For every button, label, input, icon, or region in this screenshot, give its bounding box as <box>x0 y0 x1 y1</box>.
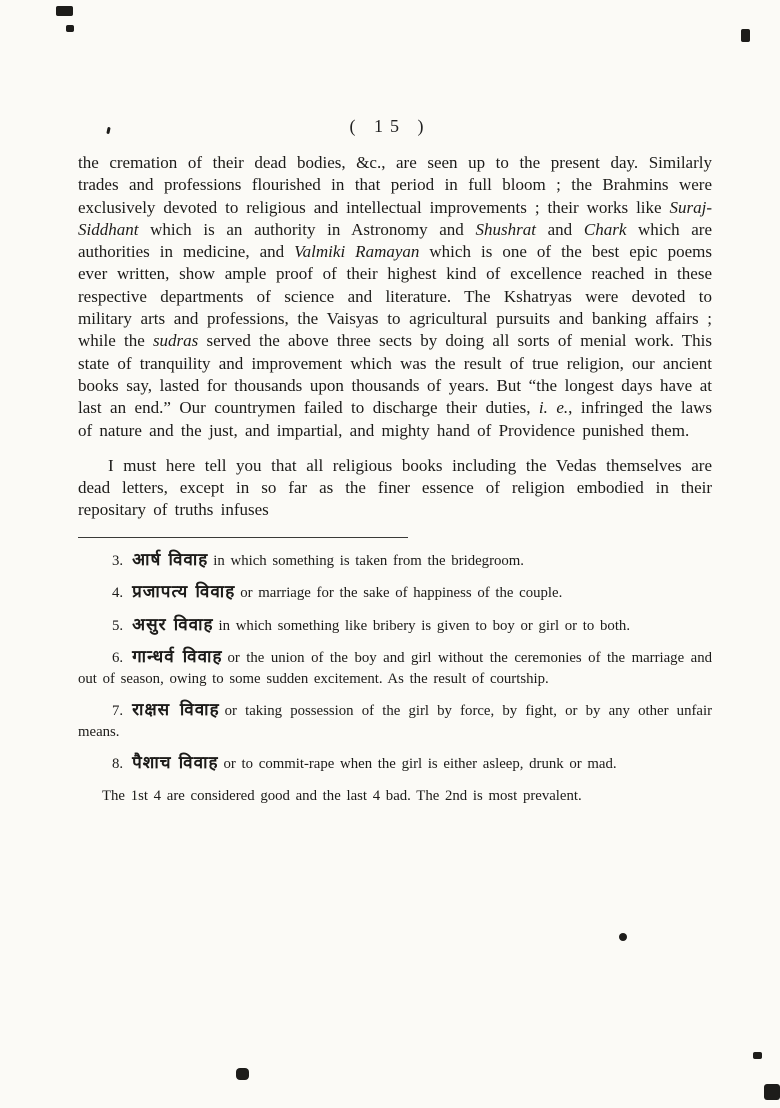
footnote-text: or taking possession of the girl by force, by fight, or by any other unfair means. <box>78 703 713 740</box>
footnote-text: or to commit-rape when the girl is either asleep, drunk or mad. <box>223 756 617 773</box>
text-segment: which is one of the best epic poems ever written, show ample proof of their highest kind of excellence reached in these respective departments of science and literature. The Kshatryas were devoted to military arts and professions, the Vaisyas to agricultural pursuits and banking affairs ; while the <box>78 242 712 351</box>
footnote-3 <box>78 550 712 572</box>
footnote-4 <box>78 582 712 604</box>
scan-artifact <box>56 6 73 16</box>
footnote-5 <box>78 615 712 637</box>
footnote-8 <box>78 753 712 775</box>
footnote-number: 7. <box>112 703 124 720</box>
footnote-6 <box>78 647 712 689</box>
footnote-closing-note <box>78 786 712 807</box>
footnote-text: The 1st 4 are considered good and the last 4 bad. The 2nd is most prevalent. <box>102 787 582 804</box>
footnote-number: 5. <box>112 617 124 634</box>
footnote-text: or marriage for the sake of happiness of the couple. <box>240 585 563 602</box>
italic-term-valmiki-ramayan: Valmiki Ramayan <box>294 242 420 262</box>
scan-artifact <box>619 933 627 941</box>
footnote-text: in which something is taken from the bridegroom. <box>213 552 525 569</box>
devanagari-term-gandharva-vivah: गान्धर्व विवाह <box>132 647 223 667</box>
scan-artifact <box>236 1068 249 1080</box>
italic-term-suraj-siddhant: Suraj-Siddhant <box>78 197 712 239</box>
text-segment: I must here tell you that all religious books including the Vedas themselves are dead letters, except in so far as the finer essence of religion embodied in their repositary of truths infuses <box>78 455 712 520</box>
text-segment: served the above three sects by doing all sorts of menial work. This state of tranquility and improvement which was the result of true religion, our ancient books say, lasted for thousands upon thousands of years. But “the longest days have at last an end.” Our countrymen failed to discharge their duties, <box>78 331 712 418</box>
scan-artifact <box>66 25 74 32</box>
devanagari-term-paishacha-vivah: पैशाच विवाह <box>132 753 219 773</box>
italic-term-sudras: sudras <box>152 331 199 351</box>
page-number: ( 15 ) <box>349 116 431 136</box>
scan-artifact <box>753 1052 762 1059</box>
devanagari-term-arsha-vivah: आर्ष विवाह <box>132 549 209 569</box>
text-segment: , infringed the laws of nature and the just, and impartial, and mighty hand of Providence punished them. <box>78 398 713 440</box>
footnote-number: 8. <box>112 756 124 773</box>
devanagari-term-prajapatya-vivah: प्रजापत्य विवाह <box>132 582 236 602</box>
footnote-number: 3. <box>112 552 124 569</box>
footnote-number: 4. <box>112 585 124 602</box>
footnote-separator-rule <box>78 537 408 538</box>
devanagari-term-rakshasa-vivah: राक्षस विवाह <box>132 700 220 720</box>
italic-term-shushrat: Shushrat <box>475 219 536 239</box>
text-segment: which are authorities in medicine, and <box>78 219 713 262</box>
text-segment: which is an authority in Astronomy and <box>138 219 476 239</box>
text-segment: the cremation of their dead bodies, &c., are seen up to the present day. Similarly trades and professions flourished in that period in full bloom ; the Brahmins were exclusively devoted to religious and intellectual improvements ; their works like <box>78 153 712 217</box>
footnote-text: or the union of the boy and girl without the ceremonies of the marriage and out of season, owing to some sudden excitement. As the result of courtship. <box>78 650 712 687</box>
body-paragraph-2 <box>78 455 712 522</box>
footnote-number: 6. <box>112 650 124 667</box>
scan-artifact <box>764 1084 780 1100</box>
footnote-text: in which something like bribery is given to boy or girl or to both. <box>218 617 631 634</box>
scan-artifact <box>741 29 750 42</box>
italic-term-ie: i. e. <box>538 398 569 418</box>
text-segment: and <box>535 219 584 239</box>
italic-term-chark: Chark <box>583 219 627 239</box>
body-paragraph-1 <box>78 152 712 442</box>
footnote-7 <box>78 700 712 742</box>
footnotes-section <box>78 550 712 807</box>
devanagari-term-asura-vivah: असुर विवाह <box>132 614 214 634</box>
page-content <box>78 152 712 817</box>
